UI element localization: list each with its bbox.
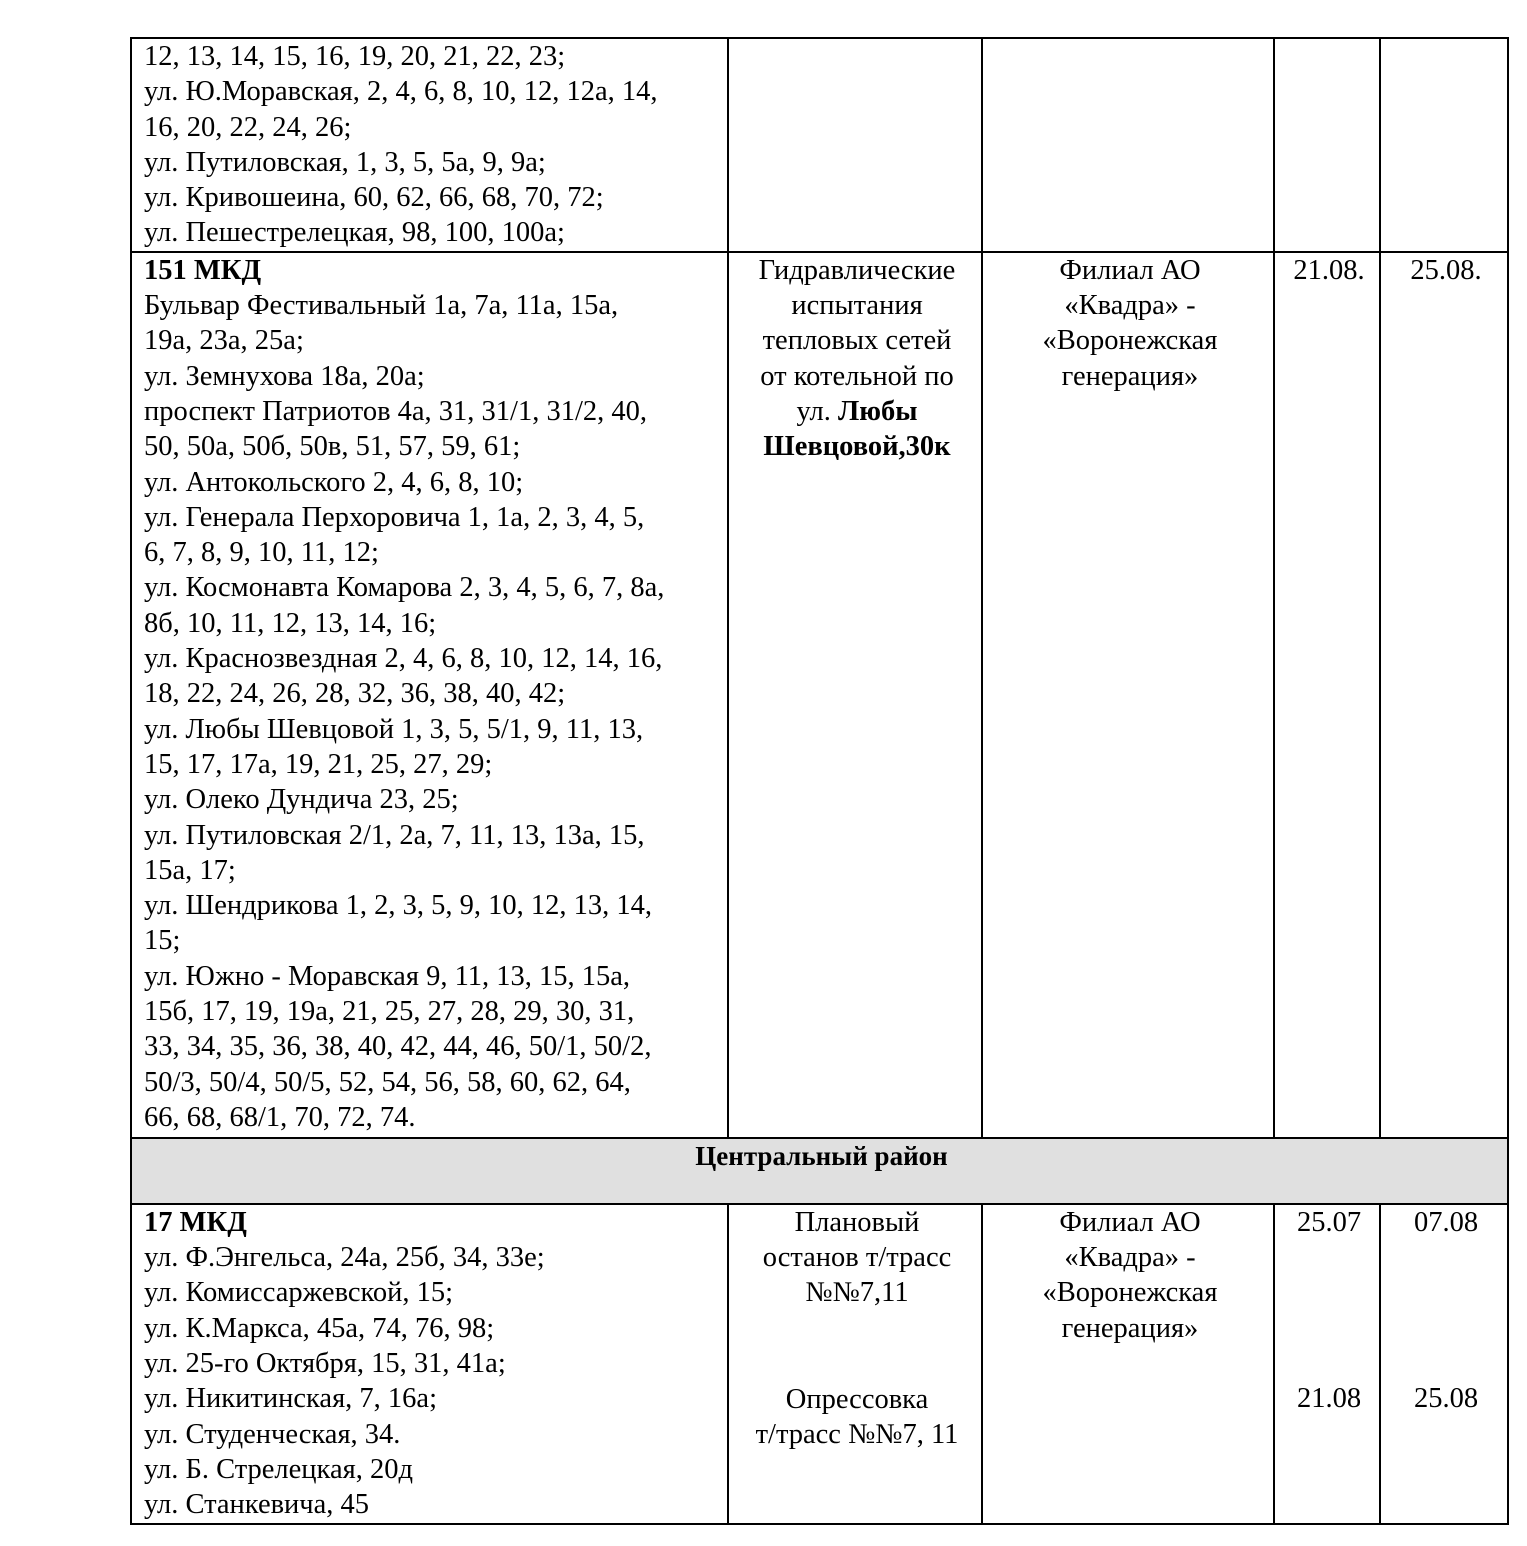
organization-cell xyxy=(982,1204,1274,1524)
address-line: 50, 50а, 50б, 50в, 51, 57, 59, 61; xyxy=(144,431,521,463)
address-line: 15; xyxy=(144,925,181,957)
address-line: 33, 34, 35, 36, 38, 40, 42, 44, 46, 50/1, 50/2, xyxy=(144,1031,652,1063)
address-line: ул. Земнухова 18а, 20а; xyxy=(144,360,425,392)
address-line: ул. Б. Стрелецкая, 20д xyxy=(144,1453,413,1485)
address-line: ул. Кривошеина, 60, 62, 66, 68, 70, 72; xyxy=(144,182,604,214)
work-line: Гидравлические xyxy=(758,254,956,286)
address-line: ул. Комиссаржевской, 15; xyxy=(144,1277,454,1309)
organization-line: Филиал АО xyxy=(1059,254,1201,286)
table-row-17-mkd xyxy=(131,1204,1508,1524)
address-line: ул. Шендрикова 1, 2, 3, 5, 9, 10, 12, 13, 14, xyxy=(144,890,653,922)
end-date: 07.08 xyxy=(1413,1206,1479,1238)
address-line: ул. К.Маркса, 45а, 74, 76, 98; xyxy=(144,1312,495,1344)
address-line: ул. Южно - Моравская 9, 11, 13, 15, 15а, xyxy=(144,960,631,992)
address-line: ул. Никитинская, 7, 16а; xyxy=(144,1383,438,1415)
work-street-prefix: ул. xyxy=(796,395,838,427)
work-line: тепловых сетей xyxy=(762,325,952,357)
address-line: 15б, 17, 19, 19а, 21, 25, 27, 28, 29, 30, 31, xyxy=(144,996,635,1028)
address-line: ул. Олеко Дундича 23, 25; xyxy=(144,784,459,816)
address-cell xyxy=(131,38,728,252)
end-date-cell xyxy=(1380,1204,1508,1524)
organization-cell xyxy=(982,38,1274,252)
start-date-cell xyxy=(1274,252,1380,1138)
address-cell xyxy=(131,252,728,1138)
building-count-heading: 17 МКД xyxy=(144,1206,247,1238)
work-street-address: Шевцовой,30к xyxy=(763,431,951,463)
organization-line: «Квадра» - xyxy=(1064,1242,1196,1274)
address-line: проспект Патриотов 4а, 31, 31/1, 31/2, 40, xyxy=(144,395,648,427)
address-line: ул. Генерала Перхоровича 1, 1а, 2, 3, 4, 5, xyxy=(144,501,645,533)
address-line: ул. Студенческая, 34. xyxy=(144,1418,401,1450)
section-row xyxy=(131,1138,1508,1204)
address-line: 19а, 23а, 25а; xyxy=(144,325,304,357)
organization-line: Филиал АО xyxy=(1059,1206,1201,1238)
start-date-cell xyxy=(1274,1204,1380,1524)
address-line: 66, 68, 68/1, 70, 72, 74. xyxy=(144,1101,416,1133)
address-line: 16, 20, 22, 24, 26; xyxy=(144,111,352,143)
building-count-heading: 151 МКД xyxy=(144,254,262,286)
table-row-continuation xyxy=(131,38,1508,252)
end-date: 25.08 xyxy=(1413,1383,1479,1415)
address-line: 15, 17, 17а, 19, 21, 25, 27, 29; xyxy=(144,748,493,780)
organization-line: «Воронежская xyxy=(1042,325,1218,357)
work-line: Опрессовка xyxy=(785,1383,929,1415)
work-line: останов т/трасс xyxy=(762,1242,952,1274)
work-line: Плановый xyxy=(794,1206,920,1238)
address-line: Бульвар Фестивальный 1а, 7а, 11а, 15а, xyxy=(144,290,619,322)
address-line: 12, 13, 14, 15, 16, 19, 20, 21, 22, 23; xyxy=(144,41,566,72)
work-cell xyxy=(728,1204,982,1524)
spacer xyxy=(741,1311,973,1382)
organization-cell xyxy=(982,252,1274,1138)
start-date: 21.08. xyxy=(1293,254,1365,286)
work-line: от котельной по xyxy=(760,360,954,392)
work-line: т/трасс №№7, 11 xyxy=(755,1418,959,1450)
start-date: 25.07 xyxy=(1296,1206,1362,1238)
work-line: испытания xyxy=(791,290,923,322)
end-date-cell xyxy=(1380,38,1508,252)
work-line xyxy=(741,394,973,429)
address-line: ул. Путиловская, 1, 3, 5, 5а, 9, 9а; xyxy=(144,146,546,178)
outage-schedule-table xyxy=(130,37,1509,1525)
end-date: 25.08. xyxy=(1410,254,1482,286)
address-line: ул. Путиловская 2/1, 2а, 7, 11, 13, 13а, 15, xyxy=(144,819,645,851)
work-street-name: Любы xyxy=(837,395,918,427)
start-date: 21.08 xyxy=(1296,1383,1362,1415)
address-line: ул. Космонавта Комарова 2, 3, 4, 5, 6, 7, 8а, xyxy=(144,572,665,604)
address-line: 18, 22, 24, 26, 28, 32, 36, 38, 40, 42; xyxy=(144,678,566,710)
organization-line: «Воронежская xyxy=(1042,1277,1218,1309)
address-line: ул. Краснозвездная 2, 4, 6, 8, 10, 12, 14, 16, xyxy=(144,643,663,675)
work-cell xyxy=(728,38,982,252)
organization-line: «Квадра» - xyxy=(1064,290,1196,322)
address-line: ул. 25-го Октября, 15, 31, 41а; xyxy=(144,1347,506,1379)
address-line: 6, 7, 8, 9, 10, 11, 12; xyxy=(144,537,379,569)
section-title: Центральный район xyxy=(131,1138,1508,1204)
address-line: 50/3, 50/4, 50/5, 52, 54, 56, 58, 60, 62, 64, xyxy=(144,1066,631,1098)
address-line: ул. Станкевича, 45 xyxy=(144,1489,370,1521)
address-line: ул. Антокольского 2, 4, 6, 8, 10; xyxy=(144,466,524,498)
work-line: №№7,11 xyxy=(805,1277,909,1309)
address-line: 15а, 17; xyxy=(144,854,236,886)
address-line: ул. Ф.Энгельса, 24а, 25б, 34, 33е; xyxy=(144,1242,545,1274)
organization-line: генерация» xyxy=(1061,1312,1199,1344)
organization-line: генерация» xyxy=(1061,360,1199,392)
address-line: ул. Любы Шевцовой 1, 3, 5, 5/1, 9, 11, 13, xyxy=(144,713,644,745)
work-cell xyxy=(728,252,982,1138)
start-date-cell xyxy=(1274,38,1380,252)
address-line: ул. Ю.Моравская, 2, 4, 6, 8, 10, 12, 12а, 14, xyxy=(144,76,658,108)
address-cell xyxy=(131,1204,728,1524)
end-date-cell xyxy=(1380,252,1508,1138)
address-line: ул. Пешестрелецкая, 98, 100, 100а; xyxy=(144,217,565,249)
table-row-151-mkd xyxy=(131,252,1508,1138)
address-line: 8б, 10, 11, 12, 13, 14, 16; xyxy=(144,607,437,639)
